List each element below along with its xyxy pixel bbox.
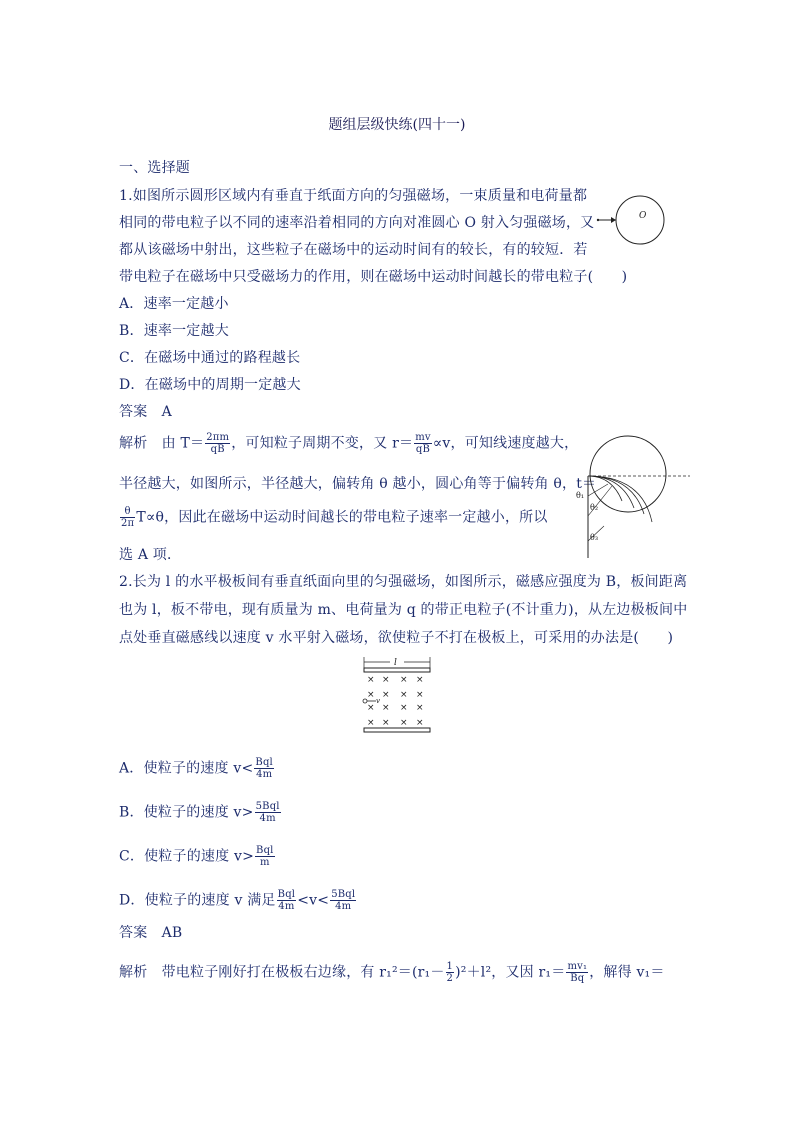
q2-option-d-fraction-2: [330, 889, 356, 912]
theta-2-label: θ₂: [590, 503, 599, 512]
q1-analysis-line-3: [119, 506, 548, 529]
page-title: 题组层级快练(四十一): [328, 117, 466, 133]
q2-option-b-fraction: [255, 801, 281, 824]
theta-1-label: θ₁: [576, 491, 585, 500]
q1-option-c: C．在磁场中通过的路程越长: [119, 350, 301, 366]
svg-text:×: ×: [382, 718, 390, 728]
svg-text:×: ×: [416, 675, 424, 685]
section-heading: 一、选择题: [119, 160, 190, 176]
svg-text:×: ×: [400, 718, 408, 728]
q2-line-3: 点处垂直磁感线以速度 v 水平射入磁场，欲使粒子不打在极板上，可采用的办法是( ): [119, 630, 674, 646]
time-numerator: θ: [120, 506, 135, 518]
fraction-numerator: 5Bql: [331, 889, 356, 900]
q1-analysis-text-a: 解析 由 T＝: [119, 435, 205, 452]
time-denominator: 2π: [121, 518, 135, 529]
svg-text:×: ×: [382, 675, 390, 685]
q2-option-a-prefix: A．使粒子的速度 v<: [119, 760, 254, 777]
circle-center-label: O: [639, 211, 647, 221]
q2-option-c: [119, 845, 276, 868]
q1-deflection-figure: [576, 436, 692, 561]
q1-analysis-text-d: T∝θ，因此在磁场中运动时间越长的带电粒子速率一定越小，所以: [136, 509, 548, 526]
fraction-numerator: 5Bql: [255, 801, 280, 812]
radius-denominator: qB: [415, 444, 431, 455]
q2-line-1: 2.长为 l 的水平极板间有垂直纸面向里的匀强磁场，如图所示，磁感应强度为 B，板间距离: [119, 574, 688, 590]
q1-analysis-text-c: ∝v，可知线速度越大，: [432, 435, 579, 452]
half-fraction: [446, 961, 455, 984]
svg-text:×: ×: [367, 703, 375, 713]
time-fraction: [120, 506, 135, 529]
q1-analysis-line-2: 半径越大，如图所示，半径越大，偏转角 θ 越小，圆心角等于偏转角 θ，t＝: [119, 476, 597, 492]
velocity-label: v: [376, 697, 380, 705]
svg-text:×: ×: [416, 690, 424, 700]
radius-fraction-2: [566, 961, 588, 984]
svg-text:×: ×: [382, 703, 390, 713]
radius-fraction: [414, 432, 432, 455]
fraction-denominator: 4m: [335, 901, 352, 912]
fraction-numerator: Bql: [277, 889, 296, 900]
q2-analysis: [119, 961, 665, 984]
fraction-numerator: mv₁: [567, 961, 588, 972]
q2-option-b-prefix: B．使粒子的速度 v>: [119, 804, 254, 821]
q2-analysis-text-c: ，解得 v₁＝: [589, 964, 665, 981]
svg-text:×: ×: [400, 690, 408, 700]
radius-numerator: mv: [415, 432, 431, 443]
q1-analysis-line-4: 选 A 项．: [119, 547, 182, 563]
q1-option-d: D．在磁场中的周期一定越大: [119, 377, 301, 393]
q1-line-2: 相同的带电粒子以不同的速率沿着相同的方向对准圆心 O 射入匀强磁场，又: [119, 215, 595, 231]
svg-text:×: ×: [367, 718, 375, 728]
q2-option-d-fraction-1: [277, 889, 297, 912]
q1-line-1: 1.如图所示圆形区域内有垂直于纸面方向的匀强磁场，一束质量和电荷量都: [119, 188, 588, 204]
fraction-numerator: Bql: [255, 757, 273, 768]
fraction-denominator: 4m: [256, 769, 273, 780]
q2-analysis-text-a: 解析 带电粒子刚好打在极板右边缘，有 r₁²＝(r₁－: [119, 964, 445, 981]
q1-option-b: B．速率一定越大: [119, 323, 229, 339]
fraction-denominator: Bq: [570, 973, 585, 984]
svg-text:×: ×: [367, 675, 375, 685]
q2-option-d-inequality: <v<: [297, 892, 330, 909]
plate-length-label: l: [394, 658, 397, 668]
q2-line-2: 也为 l，板不带电，现有质量为 m、电荷量为 q 的带正电粒子(不计重力)，从左边极板间中: [119, 602, 688, 618]
fraction-denominator: 4m: [278, 901, 295, 912]
q1-analysis-text-b: ，可知粒子周期不变，又 r＝: [231, 435, 414, 452]
theta-3-label: θ₃: [590, 533, 599, 542]
q2-option-c-fraction: [255, 845, 275, 868]
svg-text:×: ×: [367, 690, 375, 700]
period-denominator: qB: [210, 444, 225, 455]
q2-option-a: [119, 757, 275, 780]
q1-line-3: 都从该磁场中射出，这些粒子在磁场中的运动时间有的较长，有的较短．若: [119, 242, 588, 258]
q2-option-b: [119, 801, 282, 824]
svg-text:×: ×: [382, 690, 390, 700]
fraction-denominator: 4m: [259, 813, 276, 824]
svg-text:×: ×: [400, 703, 408, 713]
q2-analysis-text-b: )²＋l²，又因 r₁＝: [455, 964, 566, 981]
svg-text:×: ×: [400, 675, 408, 685]
fraction-numerator: 1: [446, 961, 454, 972]
q1-line-4: 带电粒子在磁场中只受磁场力的作用，则在磁场中运动时间越长的带电粒子( ): [119, 269, 628, 285]
q2-answer: 答案 AB: [119, 925, 183, 941]
q1-option-a: A．速率一定越小: [119, 296, 229, 312]
fraction-numerator: Bql: [256, 845, 274, 856]
q1-answer: 答案 A: [119, 404, 172, 420]
q2-option-d-prefix: D．使粒子的速度 v 满足: [119, 892, 276, 909]
q1-circle-figure: [596, 196, 666, 246]
q2-option-c-prefix: C．使粒子的速度 v>: [119, 848, 255, 865]
period-numerator: 2πm: [206, 432, 230, 443]
q1-analysis-line-1: [119, 432, 578, 455]
fraction-denominator: 2: [446, 973, 454, 984]
svg-text:×: ×: [416, 718, 424, 728]
q2-plates-figure: [362, 654, 434, 738]
q2-option-a-fraction: [254, 757, 274, 780]
fraction-denominator: m: [259, 857, 270, 868]
q2-option-d: [119, 889, 357, 912]
svg-text:×: ×: [416, 703, 424, 713]
period-fraction: [205, 432, 230, 455]
